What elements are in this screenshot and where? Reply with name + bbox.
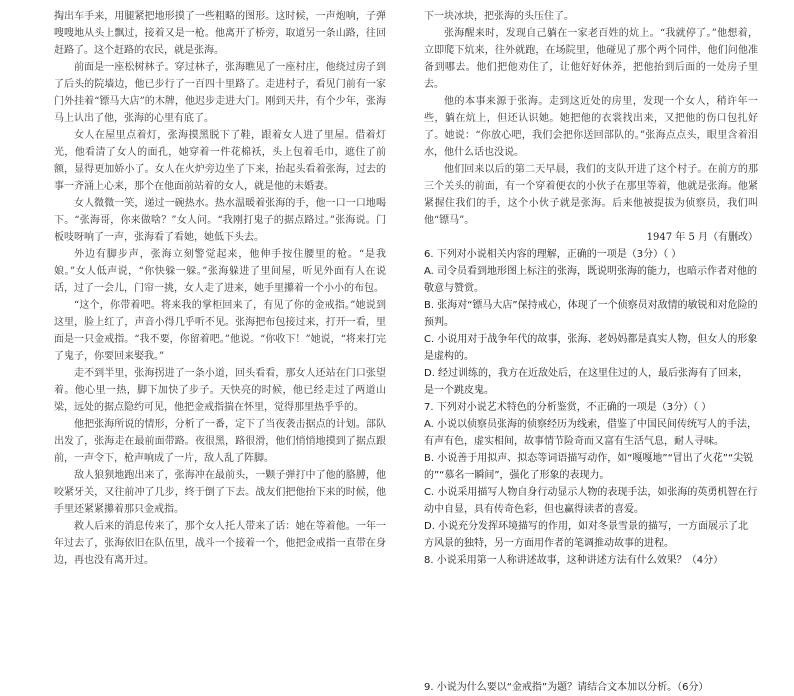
question-6-option-b: B. 张海对“镖马大店”保持戒心，体现了一个侦察员对敌情的敏锐和对危险的预判。	[424, 300, 758, 328]
story-paragraph-11: 张海醒来时，发现自己躺在一家老百姓的炕上。“我就停了。”他想着，立即爬下炕来，往外就跑，在场院里，他碰见了那个两个同伴，他们问他准备到哪去。他们把他劝住了，让他好好休养，把他抬到后面的一处房子里去。	[424, 28, 758, 90]
question-8: 8. 小说采用第一人称讲述故事，这种讲述方法有什么效果？（4分）	[424, 555, 724, 566]
question-7-option-a: A. 小说以侦察员张海的侦察经历为线索，借鉴了中国民间传统写人的手法，有声有色，虚实相间，故事情节险奇而又富有生活气息，耐人寻味。	[424, 419, 758, 447]
story-paragraph-12: 他的本事来源于张海。走到这近处的房里，发现一个女人，稍许年一些，躺在炕上，但还认识她。她把他的衣裳找出来，又把他的伤口包扎好了。她说：“你放心吧，我们会把你送回部队的。”张海点点头，眼里含着泪水，他什么话也没说。	[424, 96, 758, 158]
question-7: 7. 下列对小说艺术特色的分析鉴赏，不正确的一项是（3分）（ ）	[424, 402, 712, 413]
question-6-option-a: A. 司令员看到地形图上标注的张海，既说明张海的能力，也暗示作者对他的敬意与赞赏。	[424, 266, 758, 294]
left-column	[54, 8, 386, 569]
story-paragraph-2: 前面是一座松树林子。穿过林子，张海瞧见了一座村庄，他绕过房子到了后头的院墙边，他已步行了一百四十里路了。走进村子，看见门前有一家门外挂着“镖马大店”的木牌，他迟步走进大门。刚到天井，有个少年，张海马上认出了他，张海的心里有底了。	[54, 62, 386, 124]
story-paragraph-8: 他把张海所说的情形，分析了一番，定下了当夜袭击据点的计划。部队出发了，张海走在最前面带路。夜很黑，路很滑，他们悄悄地摸到了据点跟前，一声令下，枪声响成了一片，敌人乱了阵脚。	[54, 419, 386, 464]
question-7-option-c: C. 小说采用描写人物自身行动显示人物的表现手法，如张海的英勇机智在行动中自显，具有传奇色彩，但也赢得读者的喜爱。	[424, 487, 758, 515]
story-paragraph-6: “这个，你带着吧。将来我的掌柜回来了，有见了你的金戒指。”她说到这里，脸上红了，声音小得几乎听不见。张海把布包接过来，打开一看，里面是一只金戒指。“我不要，你留着吧。”他说。“你收下！”她说，“将来打完了鬼子，你要回来娶我。”	[54, 300, 386, 362]
story-paragraph-7: 走不到半里，张海拐进了一条小道，回头看看，那女人还站在门口张望着。他心里一热，脚下加快了步子。天快亮的时候，他已经走过了两道山梁，远处的据点隐约可见，他把金戒指揣在怀里，觉得那里热乎乎的。	[54, 368, 386, 413]
question-9: 9. 小说为什么要以“金戒指”为题？请结合文本加以分析。（6分）	[424, 682, 709, 693]
story-paragraph-3: 女人在屋里点着灯，张海摸黑脱下了鞋，跟着女人进了里屋。借着灯光，他看清了女人的面孔，她穿着一件花棉袄，头上包着毛巾，遮住了前额，显得更加娇小了。女人在火炉旁边坐了下来，抬起头看着张海，过去的事一齐涌上心来，那个在他面前站着的女人，就是他的未婚妻。	[54, 130, 386, 192]
question-block	[424, 246, 758, 696]
right-column	[424, 8, 758, 696]
question-7-option-b: B. 小说善于用拟声、拟态等词语描写动作，如“嘎嘎地”“冒出了火花”“尖锐的”“慕名一瞬间”，强化了形象的表现力。	[424, 453, 754, 481]
date-source-line: 1947 年 5 月（有删改）	[646, 232, 758, 243]
story-paragraph-4: 女人微微一笑，递过一碗热水。热水温暖着张海的手，他一口一口地喝下。“张海哥，你来做啥？”女人问。“我刚打鬼子的据点路过。”张海说。门板吱呀响了一声，张海看了看她，她低下头去。	[54, 198, 386, 243]
story-paragraph-continued: 下一块冰块，把张海的头压住了。	[424, 11, 574, 22]
question-6: 6. 下列对小说相关内容的理解，正确的一项是（3分）（ ）	[424, 249, 682, 260]
question-6-option-d: D. 经过训练的，我方在近敌处后，在这里住过的人，最后张海有了回来，是一个跳皮鬼。	[424, 368, 749, 396]
story-paragraph-5: 外边有脚步声，张海立刻警觉起来，他伸手按住腰里的枪。“是我娘。”女人低声说，“你快躲一躲。”张海躲进了里间屋，听见外面有人在说话，过了一会儿，门帘一挑，女人走了进来，她手里攥着一个小小的布包。	[54, 249, 386, 294]
story-paragraph-9: 敌人狼狈地跑出来了，张海冲在最前头，一颗子弹打中了他的胳膊，他咬紧牙关，又往前冲了几步，终于倒了下去。战友们把他抬下来的时候，他手里还紧紧攥着那只金戒指。	[54, 470, 386, 515]
question-6-option-c: C. 小说用对于战争年代的故事，张海、老妈妈都是真实人物，但女人的形象是虚构的。	[424, 334, 758, 362]
answer-space-8	[424, 569, 758, 679]
story-paragraph-10: 救人后来的消息传来了，那个女人托人带来了话：她在等着他。一年一年过去了，张海依旧在队伍里，战斗一个接着一个，他把金戒指一直带在身边，再也没有离开过。	[54, 521, 386, 566]
question-7-option-d: D. 小说充分发挥环境描写的作用，如对冬景雪景的描写，一方面展示了北方风景的独特，另一方面用作者的笔调推动故事的进程。	[424, 521, 749, 549]
story-paragraph-13: 他们回来以后的第二天早晨，我们的支队开进了这个村子。在前方的那三个关头的前面，有一个穿着便衣的小伙子在那里等着，他就是张海。他紧紧握住我们的手，这个小伙子就是张海。后来他被提拔为侦察员，我们叫他“镖马”。	[424, 164, 758, 226]
story-paragraph-1: 掏出车手来，用腿紧把地形摸了一些粗略的图形。这时候，一声炮响，子弹嗖嗖地从头上飘过，接着又是一枪。他离开了桥旁，取道另一条山路，往回赶路了。这个赶路的农民，就是张海。	[54, 11, 386, 56]
